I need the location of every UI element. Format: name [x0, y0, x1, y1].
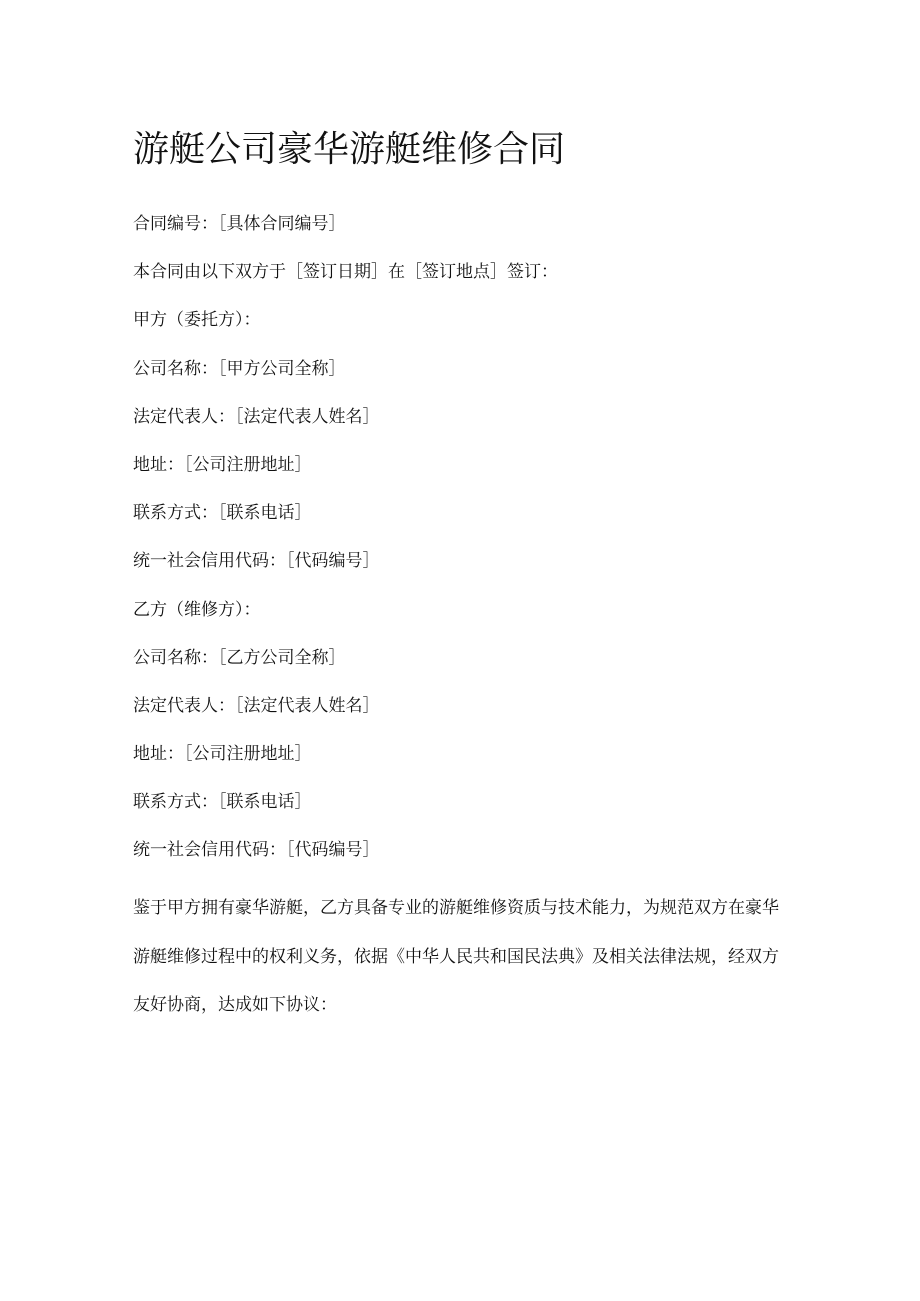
party-b-legal-representative: 法定代表人：［法定代表人姓名］	[133, 695, 380, 716]
party-a-credit-code: 统一社会信用代码：［代码编号］	[133, 551, 380, 572]
party-a-legal-representative: 法定代表人：［法定代表人姓名］	[133, 406, 380, 427]
preamble-line: 游艇维修过程中的权利义务，依据《中华人民共和国民法典》及相关法律法规，经双方	[133, 946, 779, 967]
document-title: 游艇公司豪华游艇维修合同	[133, 129, 566, 170]
preamble-line: 友好协商，达成如下协议：	[133, 995, 337, 1015]
party-a-heading: 甲方（委托方）：	[133, 310, 261, 331]
party-a-contact: 联系方式：［联系电话］	[133, 503, 312, 524]
party-b-heading: 乙方（维修方）：	[133, 599, 261, 620]
party-a-company-name: 公司名称：［甲方公司全称］	[133, 358, 346, 379]
preamble-line: 鉴于甲方拥有豪华游艇，乙方具备专业的游艇维修资质与技术能力，为规范双方在豪华	[133, 898, 779, 918]
signing-statement: 本合同由以下双方于［签订日期］在［签订地点］签订：	[133, 262, 558, 283]
party-b-contact: 联系方式：［联系电话］	[133, 792, 312, 813]
contract-header-lines	[133, 210, 793, 885]
contract-number: 合同编号：［具体合同编号］	[133, 214, 346, 234]
party-b-company-name: 公司名称：［乙方公司全称］	[133, 647, 346, 668]
party-b-address: 地址：［公司注册地址］	[133, 744, 312, 765]
preamble-paragraph	[133, 884, 783, 1030]
party-b-credit-code: 统一社会信用代码：［代码编号］	[133, 840, 380, 861]
party-a-address: 地址：［公司注册地址］	[133, 454, 312, 475]
